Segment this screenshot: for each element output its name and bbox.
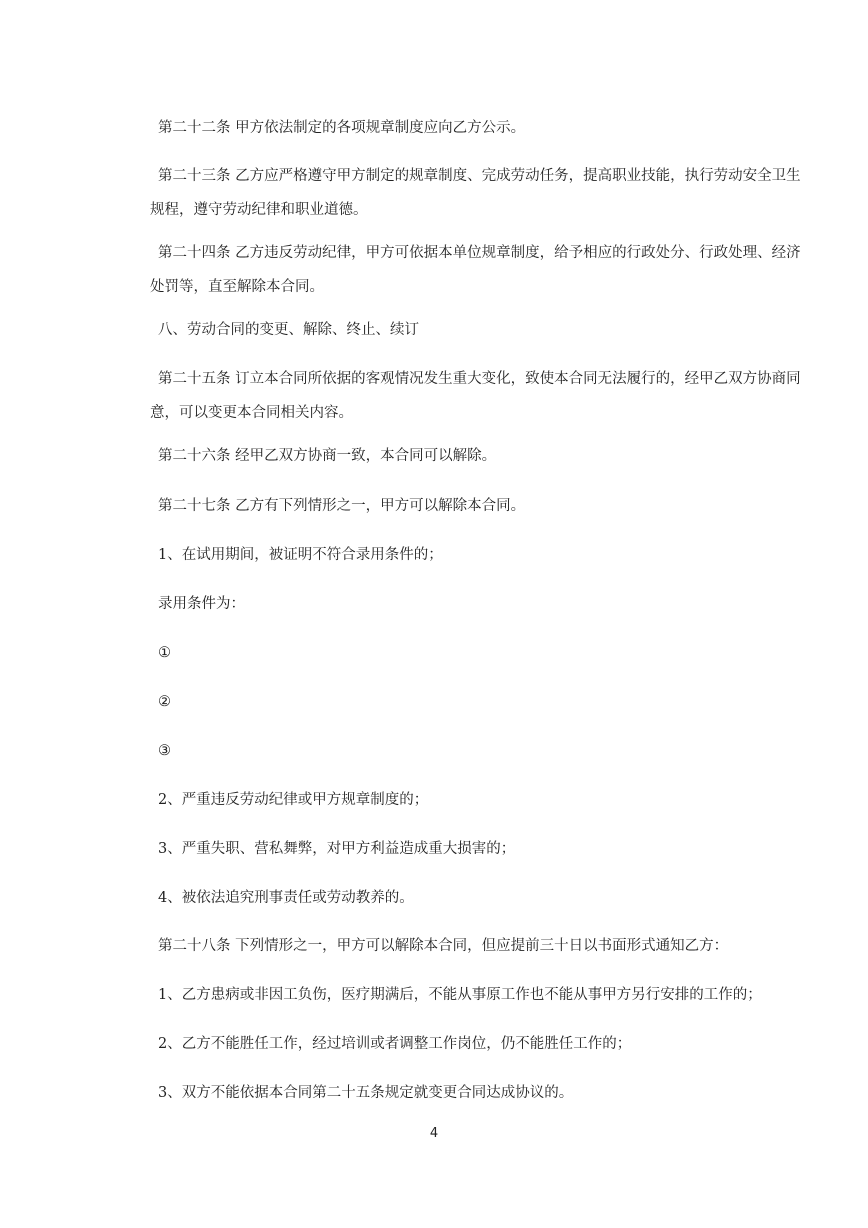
article-28-item-1: 1、乙方患病或非因工负伤，医疗期满后，不能从事原工作也不能从事甲方另行安排的工作的；: [158, 987, 762, 1003]
condition-1: ①: [158, 645, 171, 661]
section-heading-8: 八、劳动合同的变更、解除、终止、续订: [158, 322, 419, 338]
article-23-line-2: 规程，遵守劳动纪律和职业道德。: [150, 202, 368, 218]
article-24: [150, 241, 801, 299]
hiring-conditions-label: 录用条件为：: [158, 596, 245, 612]
article-27-item-1: 1、在试用期间，被证明不符合录用条件的；: [158, 547, 443, 563]
article-27-item-3: 3、严重失职、营私舞弊，对甲方利益造成重大损害的；: [158, 841, 516, 857]
article-28: 第二十八条 下列情形之一，甲方可以解除本合同，但应提前三十日以书面形式通知乙方：: [158, 938, 729, 954]
article-24-line-2: 处罚等，直至解除本合同。: [150, 279, 324, 295]
article-22: 第二十二条 甲方依法制定的各项规章制度应向乙方公示。: [158, 120, 526, 136]
article-28-item-3: 3、双方不能依据本合同第二十五条规定就变更合同达成协议的。: [158, 1085, 574, 1101]
article-28-item-2: 2、乙方不能胜任工作，经过培训或者调整工作岗位，仍不能胜任工作的；: [158, 1036, 632, 1052]
page-number: 4: [429, 1126, 439, 1141]
condition-2: ②: [158, 694, 171, 710]
condition-3: ③: [158, 743, 171, 759]
article-23: [150, 164, 801, 222]
article-27-item-2: 2、严重违反劳动纪律或甲方规章制度的；: [158, 792, 429, 808]
article-24-line-1: 第二十四条 乙方违反劳动纪律，甲方可依据本单位规章制度，给予相应的行政处分、行政处理、经济: [158, 245, 801, 261]
article-25-line-2: 意，可以变更本合同相关内容。: [150, 405, 353, 421]
article-25: [150, 367, 801, 425]
article-27-item-4: 4、被依法追究刑事责任或劳动教养的。: [158, 890, 414, 906]
article-23-line-1: 第二十三条 乙方应严格遵守甲方制定的规章制度、完成劳动任务，提高职业技能，执行劳动安全卫生: [158, 168, 801, 184]
article-25-line-1: 第二十五条 订立本合同所依据的客观情况发生重大变化，致使本合同无法履行的，经甲乙双方协商同: [158, 371, 801, 387]
article-26: 第二十六条 经甲乙双方协商一致，本合同可以解除。: [158, 448, 497, 464]
article-27: 第二十七条 乙方有下列情形之一，甲方可以解除本合同。: [158, 498, 526, 514]
